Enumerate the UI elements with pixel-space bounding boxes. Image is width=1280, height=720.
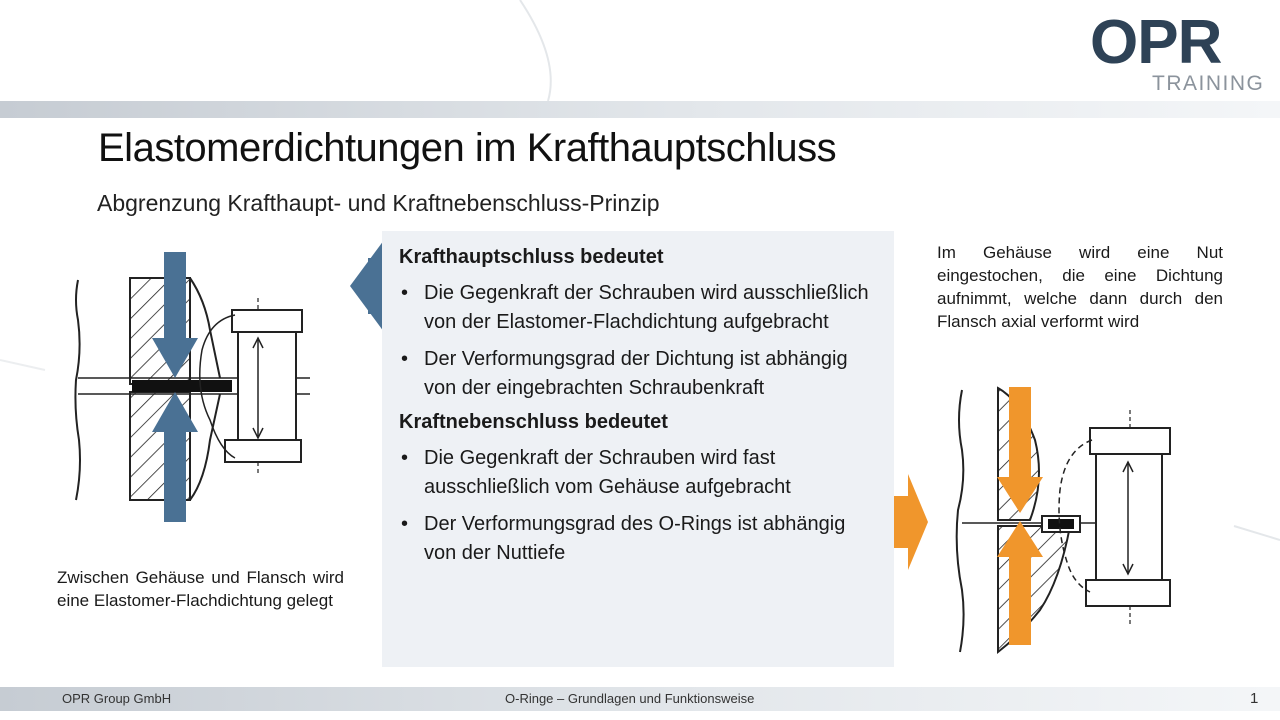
arrow-right-orange-icon (894, 474, 928, 570)
header-band (0, 101, 1280, 118)
bullet-item: • Die Gegenkraft der Schrauben wird fast ausschließlich vom Gehäuse aufgebracht (399, 444, 869, 502)
bullet-item: • Der Verformungsgrad der Dichtung ist abhängig von der eingebrachten Schraubenkraft (399, 345, 869, 403)
right-caption: Im Gehäuse wird eine Nut eingestochen, die eine Dichtung aufnimmt, welche dann durch den Flansch axial verformt wird (937, 243, 1223, 331)
section-heading-kraftnebenschluss: Kraftnebenschluss bedeutet (399, 411, 668, 433)
logo-training-text: TRAINING (1152, 72, 1265, 95)
page-title: Elastomerdichtungen im Krafthauptschluss (98, 126, 837, 170)
flat-gasket-drawing (70, 240, 330, 530)
left-caption: Zwischen Gehäuse und Flansch wird eine Elastomer-Flachdichtung gelegt (57, 568, 344, 610)
arrow-left-blue-icon (350, 240, 384, 332)
bullet-item: • Die Gegenkraft der Schrauben wird ausschließlich von der Elastomer-Flachdichtung aufgebracht (399, 279, 869, 337)
page-number: 1 (1250, 690, 1259, 707)
oring-groove-drawing (950, 380, 1190, 660)
orange-force-arrows (995, 385, 1045, 647)
footer-course-title: O-Ringe – Grundlagen und Funktionsweise (505, 691, 755, 706)
page-subtitle: Abgrenzung Krafthaupt- und Kraftnebenschluss-Prinzip (97, 190, 660, 216)
logo-opr-text: OPR (1090, 8, 1222, 77)
section-heading-krafthauptschluss: Krafthauptschluss bedeutet (399, 246, 664, 268)
bullet-item: • Der Verformungsgrad des O-Rings ist abhängig von der Nuttiefe (399, 510, 869, 568)
footer-company: OPR Group GmbH (62, 691, 172, 706)
blue-force-arrows (150, 250, 200, 525)
content-box (382, 231, 894, 667)
logo (1088, 10, 1268, 100)
